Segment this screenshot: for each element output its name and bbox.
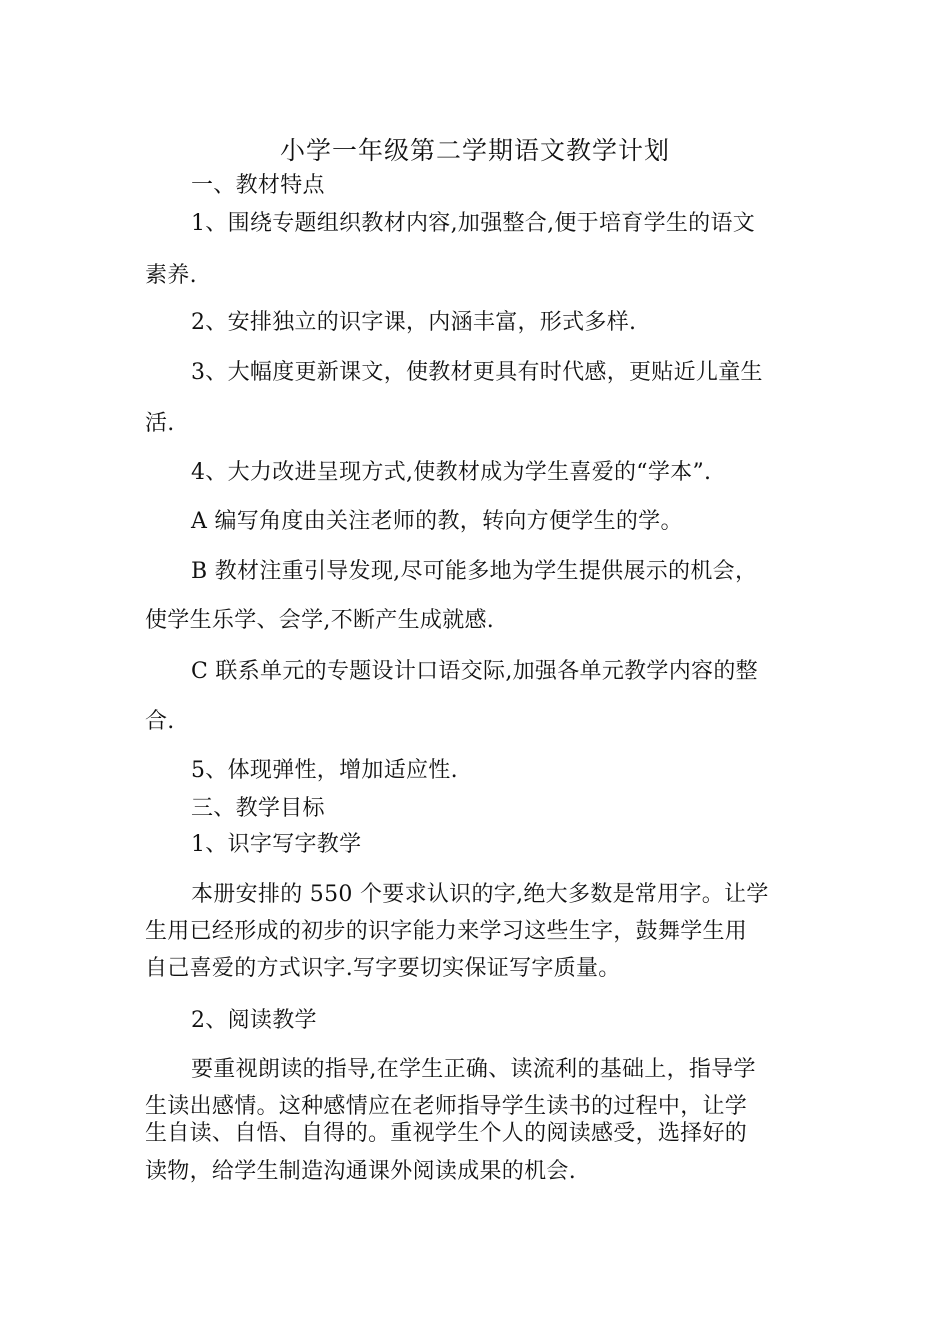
paragraph-line: 合. [145, 709, 175, 734]
paragraph-line: 生自读、自悟、自得的。重视学生个人的阅读感受，选择好的 [145, 1121, 748, 1146]
paragraph-line: 2、安排独立的识字课，内涵丰富，形式多样. [191, 310, 637, 335]
paragraph-line: 本册安排的 550 个要求认识的字,绝大多数是常用字。让学 [191, 882, 769, 907]
paragraph-line: 生用已经形成的初步的识字能力来学习这些生字，鼓舞学生用 [145, 919, 748, 944]
document-title: 小学一年级第二学期语文教学计划 [279, 136, 670, 165]
paragraph-line: 活. [145, 411, 175, 436]
paragraph-line: 5、体现弹性，增加适应性. [191, 758, 458, 783]
paragraph-line: B 教材注重引导发现,尽可能多地为学生提供展示的机会， [191, 559, 758, 584]
paragraph-line: C 联系单元的专题设计口语交际,加强各单元教学内容的整 [191, 659, 758, 684]
paragraph-line: A 编写角度由关注老师的教，转向方便学生的学。 [191, 509, 683, 534]
paragraph-line: 3、大幅度更新课文，使教材更具有时代感，更贴近儿童生 [191, 360, 763, 385]
section-heading-textbook-features: 一、教材特点 [191, 173, 325, 198]
subsection-heading-literacy: 1、识字写字教学 [191, 832, 362, 857]
paragraph-line: 读物，给学生制造沟通课外阅读成果的机会. [145, 1159, 576, 1184]
paragraph-line: 要重视朗读的指导,在学生正确、读流利的基础上，指导学 [191, 1057, 756, 1082]
paragraph-line: 生读出感情。这种感情应在老师指导学生读书的过程中，让学 [145, 1094, 748, 1119]
paragraph-line: 1、围绕专题组织教材内容,加强整合,便于培育学生的语文 [191, 211, 756, 236]
paragraph-line: 使学生乐学、会学,不断产生成就感. [145, 608, 495, 633]
section-heading-teaching-goals: 三、教学目标 [191, 796, 325, 821]
subsection-heading-reading: 2、阅读教学 [191, 1008, 317, 1033]
paragraph-line: 素养. [145, 263, 197, 288]
paragraph-line: 自己喜爱的方式识字.写字要切实保证写字质量。 [145, 956, 621, 981]
paragraph-line: 4、大力改进呈现方式,使教材成为学生喜爱的“学本”. [191, 460, 712, 485]
